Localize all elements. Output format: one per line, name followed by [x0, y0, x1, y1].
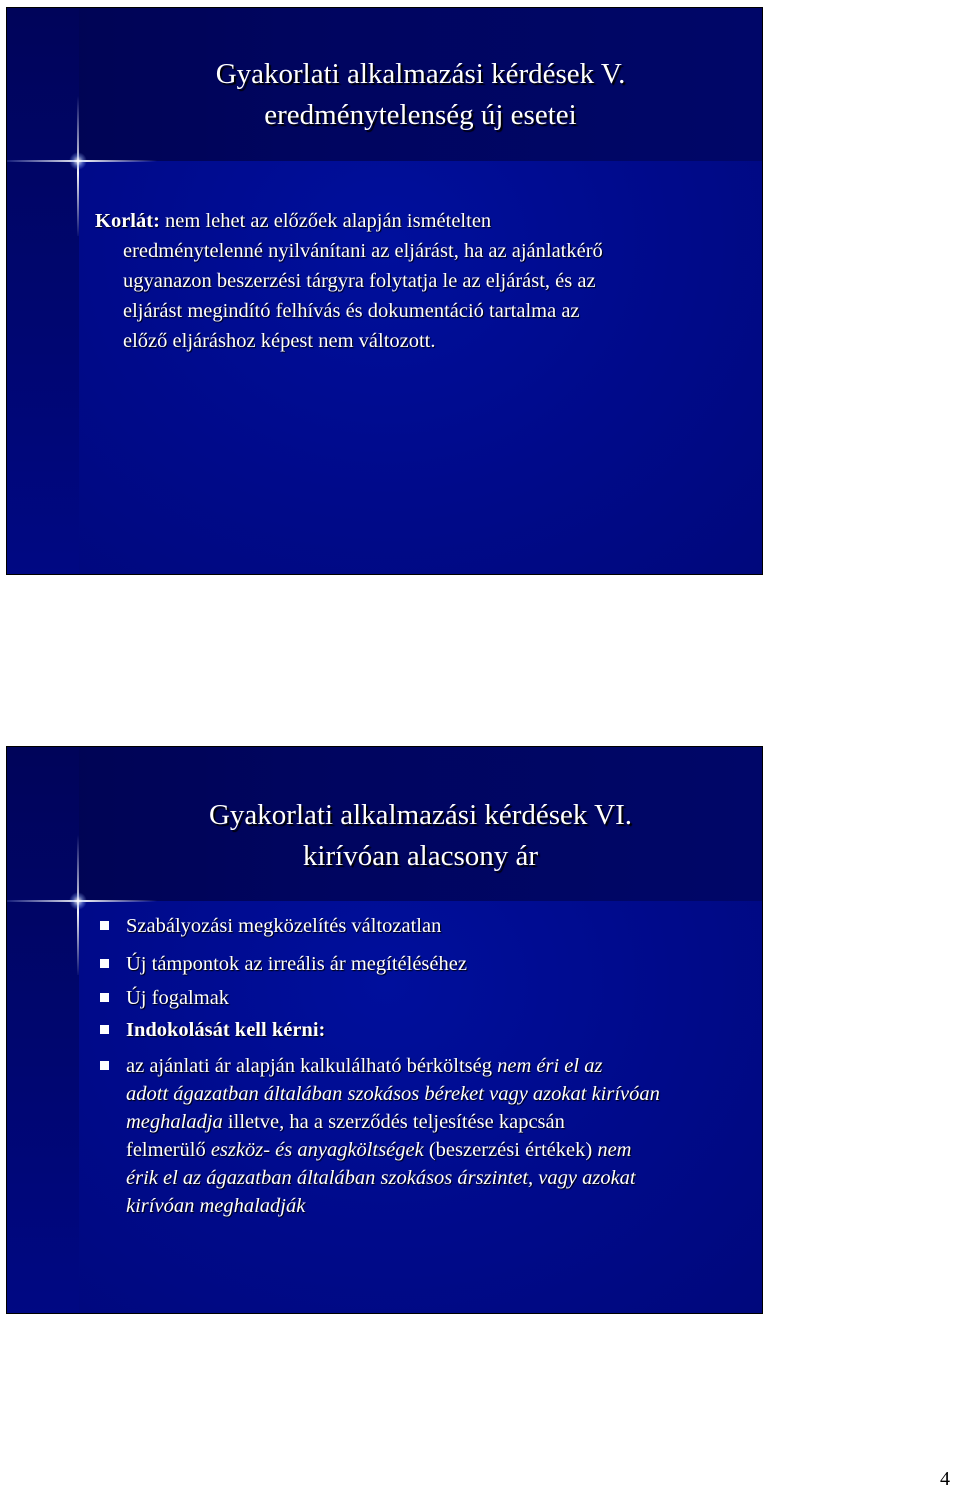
- body-line-5: előző eljáráshoz képest nem változott.: [123, 330, 436, 352]
- italic-run: eszköz- és anyagköltségek: [210, 1139, 424, 1161]
- square-bullet-icon: [100, 1025, 109, 1034]
- body-line-2: eredménytelenné nyilvánítani az eljárást, ha az ajánlatkérő: [123, 240, 603, 262]
- slide-1-body-text: [95, 206, 735, 356]
- text-run: felmerülő: [126, 1139, 211, 1161]
- bullet-item: [96, 1016, 746, 1044]
- title-line-1: Gyakorlati alkalmazási kérdések V.: [215, 58, 626, 90]
- body-line-4: eljárást megindító felhívás és dokumentáció tartalma az: [123, 300, 580, 322]
- star-glow-icon: [69, 892, 87, 910]
- title-line-2: eredménytelenség új esetei: [264, 99, 577, 131]
- square-bullet-icon: [100, 993, 109, 1002]
- bullet-5-line-6: kirívóan meghaladják: [126, 1195, 306, 1217]
- italic-run: nem éri el az: [497, 1055, 603, 1077]
- star-glow-icon: [69, 152, 87, 170]
- bullet-5-line-2: adott ágazatban általában szokásos béreket vagy azokat kirívóan: [126, 1083, 660, 1105]
- slide-title: [79, 795, 762, 877]
- square-bullet-icon: [100, 959, 109, 968]
- bullet-text: Indokolását kell kérni:: [126, 1019, 326, 1041]
- bullet-text: Szabályozási megközelítés változatlan: [126, 915, 442, 937]
- bullet-item: [96, 912, 746, 940]
- bullet-text: Új támpontok az irreális ár megítéléséhez: [126, 953, 467, 975]
- slide-title: [79, 54, 762, 136]
- slide-2-bullet-list: [96, 912, 746, 1220]
- bullet-item: [96, 1052, 746, 1220]
- bullet-5-line-5: érik el az ágazatban általában szokásos árszintet, vagy azokat: [126, 1167, 636, 1189]
- bullet-5-line-3: [126, 1108, 746, 1136]
- body-line-3: ugyanazon beszerzési tárgyra folytatja le az eljárást, és az: [123, 270, 596, 292]
- text-run: (beszerzési értékek): [423, 1139, 598, 1161]
- page-number: 4: [940, 1468, 950, 1490]
- italic-run: meghaladja: [126, 1111, 223, 1133]
- text-run: illetve, ha a szerződés teljesítése kapcsán: [222, 1111, 565, 1133]
- left-band: [7, 8, 79, 574]
- bullet-item: [96, 984, 746, 1012]
- bullet-5-line-4: [126, 1136, 746, 1164]
- bullet-text: Új fogalmak: [126, 987, 230, 1009]
- left-band: [7, 747, 79, 1313]
- square-bullet-icon: [100, 921, 109, 930]
- title-line-1: Gyakorlati alkalmazási kérdések VI.: [208, 799, 633, 831]
- bullet-5-line-1: [126, 1052, 746, 1080]
- text-run: az ajánlati ár alapján kalkulálható bérköltség: [126, 1055, 498, 1077]
- title-line-2: kirívóan alacsony ár: [302, 840, 539, 872]
- body-line-1-text: nem lehet az előzőek alapján ismételten: [159, 210, 492, 232]
- body-label: Korlát:: [95, 210, 160, 232]
- bullet-item: [96, 950, 746, 978]
- square-bullet-icon: [100, 1061, 109, 1070]
- italic-run: nem: [597, 1139, 632, 1161]
- body-line-1: [95, 206, 735, 236]
